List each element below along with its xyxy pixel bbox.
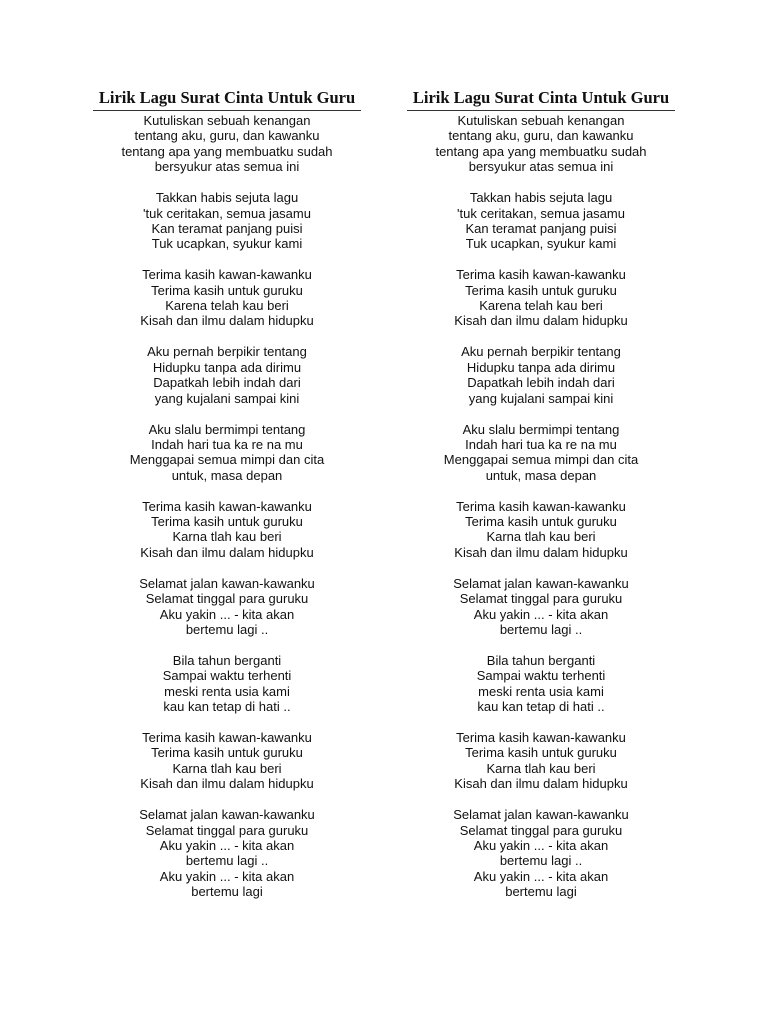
lyric-line: Selamat jalan kawan-kawanku <box>139 575 315 591</box>
lyric-line: Selamat jalan kawan-kawanku <box>453 807 629 823</box>
lyric-line: Karna tlah kau beri <box>172 760 282 776</box>
lyric-line: 'tuk ceritakan, semua jasamu <box>457 205 625 221</box>
lyric-line: Kisah dan ilmu dalam hidupku <box>454 544 628 560</box>
lyric-line: Kan teramat panjang puisi <box>465 220 617 236</box>
lyric-line: Dapatkah lebih indah dari <box>467 375 615 391</box>
stanza <box>93 653 361 715</box>
lyrics-title: Lirik Lagu Surat Cinta Untuk Guru <box>407 88 675 111</box>
lyric-line: bertemu lagi .. <box>185 853 269 869</box>
lyric-line: Indah hari tua ka re na mu <box>151 436 303 452</box>
lyric-line: Takkan habis sejuta lagu <box>469 190 613 206</box>
stanza <box>407 344 675 406</box>
lyric-line: Kisah dan ilmu dalam hidupku <box>454 313 628 329</box>
lyric-line: Terima kasih untuk guruku <box>465 282 617 298</box>
lyric-line: Aku yakin ... - kita akan <box>159 837 295 853</box>
lyric-line: Hidupku tanpa ada dirimu <box>466 359 616 375</box>
lyric-line: tentang aku, guru, dan kawanku <box>448 128 634 144</box>
lyric-line: Selamat jalan kawan-kawanku <box>453 575 629 591</box>
lyric-line: Terima kasih kawan-kawanku <box>142 730 312 745</box>
stanza <box>407 730 675 792</box>
lyric-line: Terima kasih kawan-kawanku <box>142 267 312 283</box>
stanza <box>93 422 361 484</box>
lyric-line: 'tuk ceritakan, semua jasamu <box>143 205 311 221</box>
lyric-line: bersyukur atas semua ini <box>154 159 300 175</box>
lyric-line: Terima kasih untuk guruku <box>151 514 303 530</box>
lyric-line: Aku yakin ... - kita akan <box>473 868 609 884</box>
lyric-line: Aku slalu bermimpi tentang <box>462 421 620 437</box>
lyric-line: Kutuliskan sebuah kenangan <box>143 113 311 128</box>
lyric-line: Kisah dan ilmu dalam hidupku <box>140 313 314 329</box>
lyric-line: Selamat jalan kawan-kawanku <box>139 807 315 823</box>
lyric-line: Terima kasih kawan-kawanku <box>142 498 312 514</box>
lyric-line: Aku pernah berpikir tentang <box>147 344 307 360</box>
lyric-line: Menggapai semua mimpi dan cita <box>443 452 639 468</box>
stanza <box>93 499 361 561</box>
lyrics-body <box>407 113 675 900</box>
lyric-line: Menggapai semua mimpi dan cita <box>129 452 325 468</box>
lyric-line: bertemu lagi .. <box>499 621 583 637</box>
lyric-line: Indah hari tua ka re na mu <box>465 436 617 452</box>
stanza <box>407 499 675 561</box>
lyric-line: tentang apa yang membuatku sudah <box>121 143 333 159</box>
stanza <box>407 190 675 252</box>
lyrics-column-right <box>407 88 675 915</box>
lyric-line: untuk, masa depan <box>485 467 597 483</box>
lyric-line: bersyukur atas semua ini <box>468 159 614 175</box>
lyric-line: bertemu lagi .. <box>185 621 269 637</box>
lyric-line: Terima kasih untuk guruku <box>151 282 303 298</box>
lyric-line: tentang aku, guru, dan kawanku <box>134 128 320 144</box>
lyric-line: Selamat tinggal para guruku <box>459 822 623 838</box>
lyric-line: kau kan tetap di hati .. <box>163 699 291 715</box>
stanza <box>407 807 675 899</box>
lyric-line: Kutuliskan sebuah kenangan <box>457 113 625 128</box>
lyric-line: yang kujalani sampai kini <box>154 390 300 406</box>
lyric-line: Dapatkah lebih indah dari <box>153 375 301 391</box>
lyric-line: Aku yakin ... - kita akan <box>473 837 609 853</box>
lyric-line: Karena telah kau beri <box>479 298 603 314</box>
stanza <box>93 267 361 329</box>
stanza <box>93 807 361 899</box>
lyric-line: Aku slalu bermimpi tentang <box>148 421 306 437</box>
lyric-line: tentang apa yang membuatku sudah <box>435 143 647 159</box>
lyric-line: kau kan tetap di hati .. <box>477 699 605 715</box>
lyric-line: Selamat tinggal para guruku <box>145 822 309 838</box>
lyric-line: Karena telah kau beri <box>165 298 289 314</box>
lyric-line: Selamat tinggal para guruku <box>145 591 309 607</box>
lyric-line: Takkan habis sejuta lagu <box>155 190 299 206</box>
stanza <box>407 422 675 484</box>
stanza <box>407 576 675 638</box>
stanza <box>93 576 361 638</box>
lyric-line: Terima kasih kawan-kawanku <box>456 730 626 745</box>
stanza <box>407 653 675 715</box>
lyric-line: Karna tlah kau beri <box>486 529 596 545</box>
lyric-line: Bila tahun berganti <box>486 652 596 668</box>
lyric-line: Kisah dan ilmu dalam hidupku <box>454 776 628 792</box>
lyrics-title: Lirik Lagu Surat Cinta Untuk Guru <box>93 88 361 111</box>
lyric-line: untuk, masa depan <box>171 467 283 483</box>
lyric-line: Karna tlah kau beri <box>486 760 596 776</box>
lyric-line: yang kujalani sampai kini <box>468 390 614 406</box>
lyric-line: Karna tlah kau beri <box>172 529 282 545</box>
lyric-line: Sampai waktu terhenti <box>162 668 292 684</box>
lyric-line: Aku yakin ... - kita akan <box>159 606 295 622</box>
lyric-line: Hidupku tanpa ada dirimu <box>152 359 302 375</box>
lyric-line: Terima kasih untuk guruku <box>465 514 617 530</box>
lyric-line: Kan teramat panjang puisi <box>151 220 303 236</box>
lyric-line: Aku yakin ... - kita akan <box>473 606 609 622</box>
lyrics-body <box>93 113 361 900</box>
lyric-line: meski renta usia kami <box>478 683 604 699</box>
lyric-line: bertemu lagi .. <box>499 853 583 869</box>
lyric-line: Sampai waktu terhenti <box>476 668 606 684</box>
stanza <box>93 113 361 175</box>
lyric-line: Selamat tinggal para guruku <box>459 591 623 607</box>
lyric-line: Tuk ucapkan, syukur kami <box>465 236 617 252</box>
stanza <box>93 344 361 406</box>
lyric-line: bertemu lagi <box>191 884 263 900</box>
lyric-line: Aku yakin ... - kita akan <box>159 868 295 884</box>
lyric-line: Tuk ucapkan, syukur kami <box>151 236 303 252</box>
stanza <box>407 267 675 329</box>
stanza <box>93 190 361 252</box>
lyric-line: meski renta usia kami <box>164 683 290 699</box>
stanza <box>93 730 361 792</box>
lyric-line: Kisah dan ilmu dalam hidupku <box>140 544 314 560</box>
lyric-line: Kisah dan ilmu dalam hidupku <box>140 776 314 792</box>
lyric-line: Terima kasih untuk guruku <box>151 745 303 761</box>
lyric-line: Terima kasih untuk guruku <box>465 745 617 761</box>
lyric-line: Terima kasih kawan-kawanku <box>456 498 626 514</box>
lyric-line: Terima kasih kawan-kawanku <box>456 267 626 283</box>
lyric-line: Bila tahun berganti <box>172 652 282 668</box>
lyric-line: Aku pernah berpikir tentang <box>461 344 621 360</box>
stanza <box>407 113 675 175</box>
lyrics-column-left <box>93 88 361 915</box>
lyric-line: bertemu lagi <box>505 884 577 900</box>
